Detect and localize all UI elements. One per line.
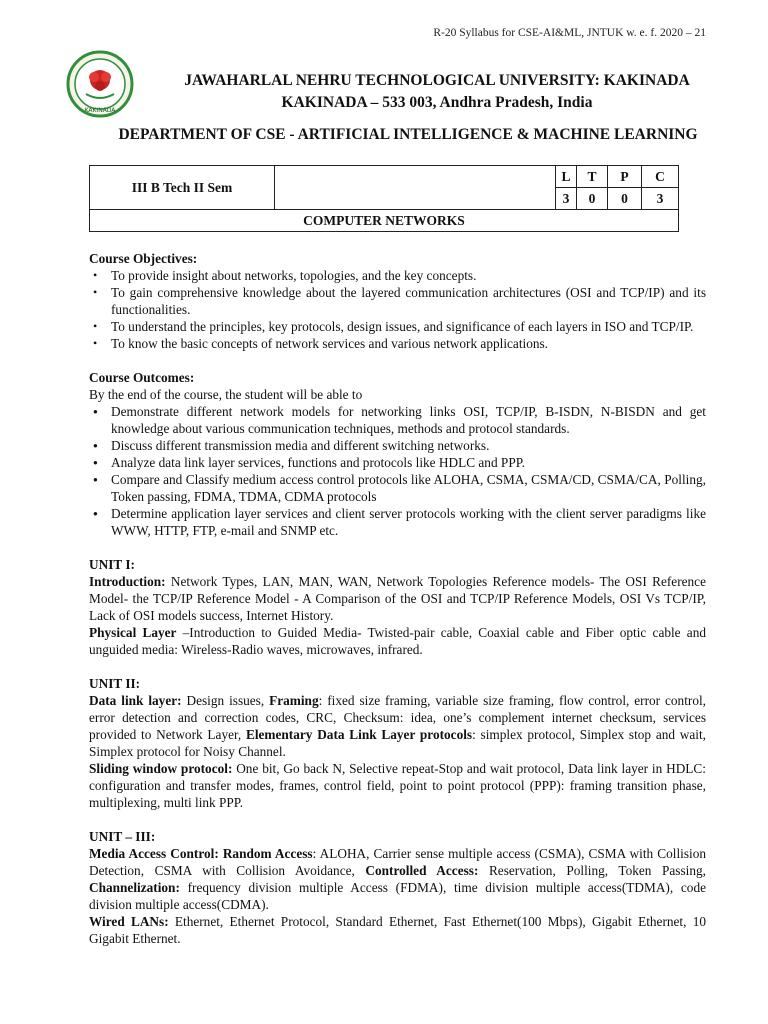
- unit2-sw-text: One bit, Go back N, Selective repeat-Stop and wait protocol, Data link layer in HDLC: configuration and transfer modes, frames, control field, point to point protocol (PPP): framing transition phase, multiplexing, multi link PPP.: [89, 761, 706, 810]
- header-l: L: [556, 166, 577, 188]
- unit2-edl-label: Elementary Data Link Layer protocols: [245, 727, 473, 742]
- semester-cell: III B Tech II Sem: [90, 166, 275, 210]
- value-p: 0: [608, 188, 642, 210]
- value-l: 3: [556, 188, 577, 210]
- unit2-dll-label: Data link layer:: [89, 693, 182, 708]
- unit3-wl-label: Wired LANs:: [89, 914, 169, 929]
- header-c: C: [642, 166, 679, 188]
- unit1-intro: [89, 573, 706, 624]
- blank-cell: [275, 166, 556, 210]
- unit1-physical-label: Physical Layer: [89, 625, 177, 640]
- outcomes-heading: Course Outcomes:: [89, 370, 195, 385]
- objectives-heading: Course Objectives:: [89, 251, 198, 266]
- unit3-mac-text1: : ALOHA, Carrier sense multiple access (CSMA), CSMA with Collision Detection, CSMA with Collision Avoidance,: [89, 846, 706, 878]
- university-title: [140, 70, 734, 114]
- page-header: R-20 Syllabus for CSE-AI&ML, JNTUK w. e. f. 2020 – 21: [433, 27, 706, 39]
- objective-item: • To gain comprehensive knowledge about the layered communication architectures (OSI and TCP/IP) and its functionalities.: [89, 284, 706, 318]
- unit3-wired: [89, 913, 706, 947]
- logo-text: KAKINADA: [84, 107, 116, 114]
- header-p: P: [608, 166, 642, 188]
- unit3-title: UNIT – III:: [89, 829, 156, 844]
- unit2-datalink: [89, 692, 706, 760]
- header-t: T: [577, 166, 608, 188]
- outcome-item: ● Demonstrate different network models for networking links OSI, TCP/IP, B-ISDN, N-BISDN and get knowledge about various communication techniques, methods and protocol standards.: [89, 403, 706, 437]
- outcome-item: ● Discuss different transmission media and different switching networks.: [89, 437, 706, 454]
- objective-item: • To know the basic concepts of network services and various network applications.: [89, 335, 706, 352]
- unit3-ch-label: Channelization:: [89, 880, 180, 895]
- course-name: COMPUTER NETWORKS: [90, 210, 679, 232]
- unit1-intro-label: Introduction:: [89, 574, 166, 589]
- syllabus-content: [89, 250, 706, 947]
- unit1-title: UNIT I:: [89, 557, 135, 572]
- outcomes-list: [89, 403, 706, 539]
- unit2-dll-text1: Design issues,: [181, 693, 270, 708]
- unit1-physical: [89, 624, 706, 658]
- university-name: JAWAHARLAL NEHRU TECHNOLOGICAL UNIVERSITY: KAKINADA: [184, 72, 690, 89]
- objective-item: • To provide insight about networks, topologies, and the key concepts.: [89, 267, 706, 284]
- university-address: KAKINADA – 533 003, Andhra Pradesh, India: [281, 94, 593, 111]
- outcome-item: ● Analyze data link layer services, functions and protocols like HDLC and PPP.: [89, 454, 706, 471]
- unit2-sw-label: Sliding window protocol:: [89, 761, 233, 776]
- value-c: 3: [642, 188, 679, 210]
- outcome-item: ● Determine application layer services and client server protocols working with the client server paradigms like WWW, HTTP, FTP, e-mail and SNMP etc.: [89, 505, 706, 539]
- objective-item: • To understand the principles, key protocols, design issues, and significance of each layers in ISO and TCP/IP.: [89, 318, 706, 335]
- outcomes-intro: By the end of the course, the student will be able to: [89, 387, 363, 402]
- unit2-sliding: [89, 760, 706, 811]
- unit3-mac: [89, 845, 706, 913]
- unit2-title: UNIT II:: [89, 676, 141, 691]
- unit3-mac-text3: frequency division multiple Access (FDMA), time division multiple access(TDMA), code division multiple access(CDMA).: [89, 880, 706, 912]
- department-title: DEPARTMENT OF CSE - ARTIFICIAL INTELLIGENCE & MACHINE LEARNING: [118, 126, 698, 143]
- unit3-mac-label: Media Access Control: Random Access: [89, 846, 313, 861]
- unit2-framing-label: Framing: [269, 693, 319, 708]
- objectives-list: [89, 267, 706, 352]
- unit2-dll-text2: : fixed size framing, variable size framing, flow control, error control, error detection and correction codes, CRC, Checksum: idea, one’s complement internet checksum, services provided to Network Layer,: [89, 693, 706, 742]
- unit1-physical-text: –Introduction to Guided Media- Twisted-pair cable, Coaxial cable and Fiber optic cable and unguided media: Wireless-Radio waves, microwaves, infrared.: [89, 625, 706, 657]
- unit3-ca-label: Controlled Access:: [365, 863, 479, 878]
- course-table: [89, 165, 679, 232]
- university-logo: [66, 50, 134, 118]
- outcome-item: ● Compare and Classify medium access control protocols like ALOHA, CSMA, CSMA/CD, CSMA/CA, Polling, Token passing, FDMA, TDMA, CDMA protocols: [89, 471, 706, 505]
- unit2-dll-text3: : simplex protocol, Simplex stop and wait, Simplex protocol for Noisy Channel.: [89, 727, 706, 759]
- unit3-mac-text2: Reservation, Polling, Token Passing,: [478, 863, 706, 878]
- unit1-intro-text: Network Types, LAN, MAN, WAN, Network Topologies Reference models- The OSI Reference Model- the TCP/IP Reference Model - A Comparison of the OSI and TCP/IP Reference Models, OSI Vs TCP/IP, Lack of OSI models success, Internet History.: [89, 574, 706, 623]
- value-t: 0: [577, 188, 608, 210]
- unit3-wl-text: Ethernet, Ethernet Protocol, Standard Ethernet, Fast Ethernet(100 Mbps), Gigabit Ethernet, 10 Gigabit Ethernet.: [89, 914, 706, 946]
